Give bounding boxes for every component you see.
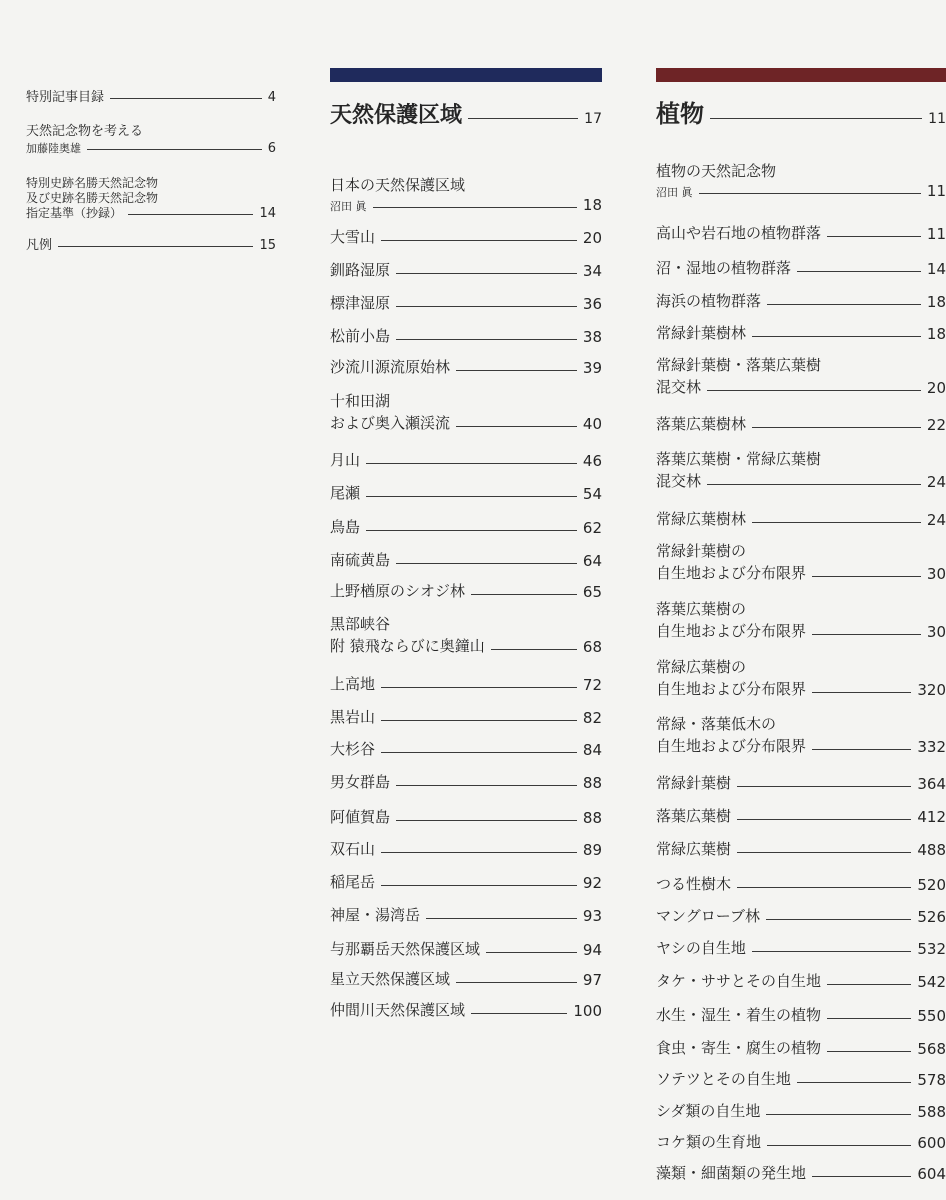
leader-line <box>812 576 921 577</box>
leader-line <box>396 306 577 307</box>
toc-page: 488 <box>917 841 946 859</box>
leader-line <box>699 193 921 194</box>
leader-line <box>468 118 578 119</box>
toc-title: 落葉広葉樹の <box>656 600 747 618</box>
toc-page: 412 <box>917 808 946 826</box>
toc-entry[interactable] <box>330 673 602 703</box>
toc-entry[interactable] <box>330 580 602 610</box>
toc-entry[interactable] <box>330 706 602 736</box>
toc-entry[interactable] <box>656 448 946 491</box>
toc-title: 凡例 <box>26 238 53 253</box>
toc-page: 520 <box>917 876 946 894</box>
toc-entry[interactable] <box>656 1131 946 1161</box>
toc-entry[interactable] <box>656 598 946 641</box>
toc-entry[interactable] <box>330 871 602 901</box>
leader-line <box>737 887 911 888</box>
toc-page: 24 <box>926 473 946 491</box>
leader-line <box>396 273 577 274</box>
toc-title: ヤシの自生地 <box>656 939 746 957</box>
section-heading-row[interactable] <box>656 94 946 129</box>
leader-line <box>767 304 921 305</box>
leader-line <box>707 390 921 391</box>
toc-title: 十和田湖 <box>330 392 391 410</box>
toc-title: 与那覇岳天然保護区域 <box>330 940 481 958</box>
toc-title: 仲間川天然保護区域 <box>330 1001 466 1019</box>
toc-page: 320 <box>917 681 946 699</box>
toc-title: 上野楢原のシオジ林 <box>330 582 466 600</box>
toc-title: つる性樹木 <box>656 875 732 893</box>
toc-page: 89 <box>582 841 602 859</box>
toc-title: タケ・ササとその自生地 <box>656 972 822 990</box>
toc-page: 14 <box>259 206 276 221</box>
toc-entry[interactable] <box>330 226 602 256</box>
toc-title: 水生・湿生・着生の植物 <box>656 1006 822 1024</box>
toc-page: 88 <box>582 774 602 792</box>
toc-page: 550 <box>917 1007 946 1025</box>
toc-page: 526 <box>917 908 946 926</box>
toc-entry[interactable] <box>330 771 602 801</box>
toc-title: ソテツとその自生地 <box>656 1070 791 1088</box>
toc-title: 釧路湿原 <box>330 261 391 279</box>
toc-page: 332 <box>917 738 946 756</box>
toc-entry[interactable] <box>330 738 602 768</box>
leader-line <box>456 426 577 427</box>
toc-page: 100 <box>573 1002 602 1020</box>
toc-entry[interactable] <box>656 508 946 538</box>
leader-line <box>366 530 577 531</box>
toc-title: 黒岩山 <box>330 708 376 726</box>
toc-page: 93 <box>582 907 602 925</box>
leader-line <box>766 919 911 920</box>
toc-title: マングローブ林 <box>656 907 760 925</box>
leader-line <box>737 819 911 820</box>
toc-entry[interactable] <box>330 938 602 968</box>
leader-line <box>128 214 253 215</box>
leader-line <box>456 370 577 371</box>
toc-title: 月山 <box>330 451 361 469</box>
leader-line <box>827 1018 911 1019</box>
toc-title: 高山や岩石地の植物群落 <box>656 224 822 242</box>
toc-entry[interactable] <box>656 970 946 1000</box>
toc-title: 常緑広葉樹 <box>656 840 732 858</box>
leader-line <box>491 649 577 650</box>
leader-line <box>812 692 911 693</box>
leader-line <box>87 149 262 150</box>
toc-title: 常緑・落葉低木の <box>656 715 777 733</box>
toc-entry[interactable] <box>330 325 602 355</box>
toc-page: 20 <box>582 229 602 247</box>
toc-title: 阿値賀島 <box>330 808 391 826</box>
leader-line <box>396 820 577 821</box>
toc-title: 常緑針葉樹の <box>656 542 747 560</box>
section-heading: 天然保護区域 <box>330 103 463 128</box>
toc-entry[interactable] <box>656 838 946 868</box>
toc-page: 64 <box>582 552 602 570</box>
reserve-column <box>330 0 602 1200</box>
toc-entry[interactable] <box>656 937 946 967</box>
toc-entry[interactable] <box>330 999 602 1029</box>
toc-entry[interactable] <box>330 259 602 289</box>
toc-page: 6 <box>267 141 276 156</box>
toc-title: 標津湿原 <box>330 294 391 312</box>
leader-line <box>381 687 577 688</box>
toc-page: 600 <box>917 1134 946 1152</box>
toc-title: 植物の天然記念物 <box>656 162 777 180</box>
leader-line <box>58 246 253 247</box>
leader-line <box>471 1013 567 1014</box>
toc-page: 65 <box>582 583 602 601</box>
toc-page: 22 <box>926 416 946 434</box>
section-page: 17 <box>584 111 602 127</box>
leader-line <box>767 1145 911 1146</box>
toc-title: 沼・湿地の植物群落 <box>656 259 792 277</box>
toc-page: 46 <box>582 452 602 470</box>
toc-title: 食虫・寄生・腐生の植物 <box>656 1039 822 1057</box>
toc-page: 38 <box>582 328 602 346</box>
leader-line <box>812 634 921 635</box>
leader-line <box>812 749 911 750</box>
toc-entry[interactable] <box>656 540 946 583</box>
toc-entry[interactable] <box>656 873 946 903</box>
leader-line <box>366 496 577 497</box>
toc-title-line2: 自生地および分布限界 <box>656 680 807 698</box>
toc-entry[interactable] <box>656 413 946 443</box>
toc-title: 常緑広葉樹林 <box>656 510 747 528</box>
toc-page: 11 <box>926 182 946 200</box>
toc-title: 藻類・細菌類の発生地 <box>656 1164 807 1182</box>
toc-title: 落葉広葉樹・常緑広葉樹 <box>656 450 822 468</box>
toc-title: 上高地 <box>330 675 376 693</box>
toc-page: 30 <box>926 623 946 641</box>
toc-page: 36 <box>582 295 602 313</box>
toc-title: 落葉広葉樹林 <box>656 415 747 433</box>
toc-title: 日本の天然保護区域 <box>330 176 466 194</box>
toc-entry[interactable] <box>330 449 602 479</box>
toc-title: 特別記事目録 <box>26 90 105 105</box>
toc-page: 20 <box>926 379 946 397</box>
toc-entry[interactable] <box>330 806 602 836</box>
leader-line <box>396 785 577 786</box>
toc-page: 97 <box>582 971 602 989</box>
toc-page: 88 <box>582 809 602 827</box>
toc-title: 尾瀬 <box>330 484 361 502</box>
leader-line <box>752 522 921 523</box>
toc-page: 82 <box>582 709 602 727</box>
leader-line <box>471 594 577 595</box>
toc-page: 4 <box>267 90 276 105</box>
leader-line <box>381 752 577 753</box>
toc-entry[interactable] <box>330 838 602 868</box>
leader-line <box>110 98 262 99</box>
leader-line <box>737 786 911 787</box>
toc-author: 沼田 眞 <box>330 200 367 213</box>
toc-title-line2: 及び史跡名勝天然記念物 <box>26 191 159 205</box>
toc-entry[interactable] <box>330 968 602 998</box>
toc-entry[interactable] <box>330 904 602 934</box>
toc-title: 神屋・湯湾岳 <box>330 906 421 924</box>
toc-title-line2: 附 猿飛ならびに奥鐘山 <box>330 637 485 655</box>
toc-entry[interactable] <box>330 482 602 512</box>
toc-entry[interactable] <box>656 322 946 352</box>
section-page: 11 <box>928 111 946 127</box>
toc-author: 沼田 眞 <box>656 186 693 199</box>
toc-entry[interactable] <box>656 257 946 287</box>
toc-entry[interactable] <box>330 516 602 546</box>
toc-entry[interactable] <box>656 290 946 320</box>
leader-line <box>827 236 921 237</box>
toc-title: 大杉谷 <box>330 740 376 758</box>
leader-line <box>366 463 577 464</box>
toc-title: コケ類の生育地 <box>656 1133 762 1151</box>
toc-title: 落葉広葉樹 <box>656 807 732 825</box>
leader-line <box>456 982 577 983</box>
toc-page: 11 <box>926 225 946 243</box>
leader-line <box>827 984 911 985</box>
toc-title-line2: 自生地および分布限界 <box>656 737 807 755</box>
leader-line <box>381 885 577 886</box>
toc-title: 松前小島 <box>330 327 391 345</box>
leader-line <box>752 951 912 952</box>
toc-title: 常緑広葉樹の <box>656 658 747 676</box>
section-heading: 植物 <box>656 100 704 128</box>
toc-entry[interactable] <box>656 1162 946 1192</box>
leader-line <box>710 118 922 119</box>
toc-page: 604 <box>917 1165 946 1183</box>
toc-page: 54 <box>582 485 602 503</box>
leader-line <box>381 720 577 721</box>
toc-title: 大雪山 <box>330 228 376 246</box>
toc-title: 鳥島 <box>330 518 361 536</box>
leader-line <box>812 1176 911 1177</box>
toc-page: 39 <box>582 359 602 377</box>
toc-page: 30 <box>926 565 946 583</box>
toc-entry[interactable] <box>656 1068 946 1098</box>
leader-line <box>426 918 577 919</box>
toc-title-line2: 自生地および分布限界 <box>656 622 807 640</box>
leader-line <box>827 1051 911 1052</box>
toc-title: 南硫黄島 <box>330 551 391 569</box>
toc-page: 24 <box>926 511 946 529</box>
toc-title: 海浜の植物群落 <box>656 292 762 310</box>
toc-page: 18 <box>582 196 602 214</box>
toc-title-line2: 混交林 <box>656 472 702 490</box>
toc-entry[interactable] <box>656 713 946 756</box>
toc-entry[interactable] <box>330 356 602 386</box>
toc-title: 黒部峡谷 <box>330 615 391 633</box>
plants-column <box>656 0 946 1200</box>
toc-title: 星立天然保護区域 <box>330 970 451 988</box>
toc-page: 568 <box>917 1040 946 1058</box>
toc-title-line2: 混交林 <box>656 378 702 396</box>
toc-page: 588 <box>917 1103 946 1121</box>
leader-line <box>797 271 921 272</box>
toc-entry[interactable] <box>656 1004 946 1034</box>
toc-title: 男女群島 <box>330 773 391 791</box>
toc-title: 稲尾岳 <box>330 873 376 891</box>
section-color-bar <box>330 68 602 82</box>
leader-line <box>707 484 921 485</box>
toc-entry[interactable] <box>330 613 602 656</box>
toc-entry[interactable] <box>330 292 602 322</box>
toc-title: シダ類の自生地 <box>656 1102 761 1120</box>
toc-title: 特別史跡名勝天然記念物 <box>26 176 159 190</box>
toc-entry[interactable] <box>656 805 946 835</box>
toc-entry[interactable] <box>656 1037 946 1067</box>
toc-page: 62 <box>582 519 602 537</box>
toc-page: 84 <box>582 741 602 759</box>
toc-page: 364 <box>917 775 946 793</box>
leader-line <box>737 852 911 853</box>
leader-line <box>766 1114 911 1115</box>
toc-page: 18 <box>926 325 946 343</box>
leader-line <box>752 427 921 428</box>
toc-page: 14 <box>926 260 946 278</box>
toc-title: 天然記念物を考える <box>26 124 144 139</box>
toc-entry[interactable] <box>656 160 946 200</box>
leader-line <box>486 952 577 953</box>
leader-line <box>396 339 577 340</box>
toc-entry[interactable] <box>656 772 946 802</box>
toc-page: 542 <box>917 973 946 991</box>
toc-page: 40 <box>582 415 602 433</box>
toc-title-line3: 指定基準（抄録） <box>26 206 123 220</box>
toc-author: 加藤陸奥雄 <box>26 142 81 155</box>
toc-page: 92 <box>582 874 602 892</box>
toc-entry[interactable] <box>656 222 946 252</box>
toc-page: 18 <box>926 293 946 311</box>
leader-line <box>381 240 577 241</box>
toc-entry[interactable] <box>656 354 946 397</box>
toc-entry[interactable] <box>656 656 946 699</box>
toc-title: 常緑針葉樹 <box>656 774 732 792</box>
leader-line <box>752 336 921 337</box>
toc-page: 72 <box>582 676 602 694</box>
leader-line <box>396 563 577 564</box>
toc-entry[interactable] <box>330 174 602 214</box>
toc-page: 34 <box>582 262 602 280</box>
toc-entry[interactable] <box>330 390 602 433</box>
toc-entry[interactable] <box>656 905 946 935</box>
toc-page: 578 <box>917 1071 946 1089</box>
toc-page: 68 <box>582 638 602 656</box>
toc-page: 94 <box>582 941 602 959</box>
toc-title: 常緑針葉樹・落葉広葉樹 <box>656 356 822 374</box>
section-color-bar <box>656 68 946 82</box>
toc-page: 15 <box>259 238 276 253</box>
toc-title-line2: 自生地および分布限界 <box>656 564 807 582</box>
toc-title: 双石山 <box>330 840 376 858</box>
toc-entry[interactable] <box>656 1100 946 1130</box>
toc-title: 常緑針葉樹林 <box>656 324 747 342</box>
toc-title-line2: および奥入瀬渓流 <box>330 414 451 432</box>
leader-line <box>797 1082 912 1083</box>
leader-line <box>373 207 577 208</box>
toc-title: 沙流川源流原始林 <box>330 358 451 376</box>
section-heading-row[interactable] <box>330 98 602 129</box>
toc-entry[interactable] <box>330 549 602 579</box>
toc-page: 532 <box>917 940 946 958</box>
leader-line <box>381 852 577 853</box>
